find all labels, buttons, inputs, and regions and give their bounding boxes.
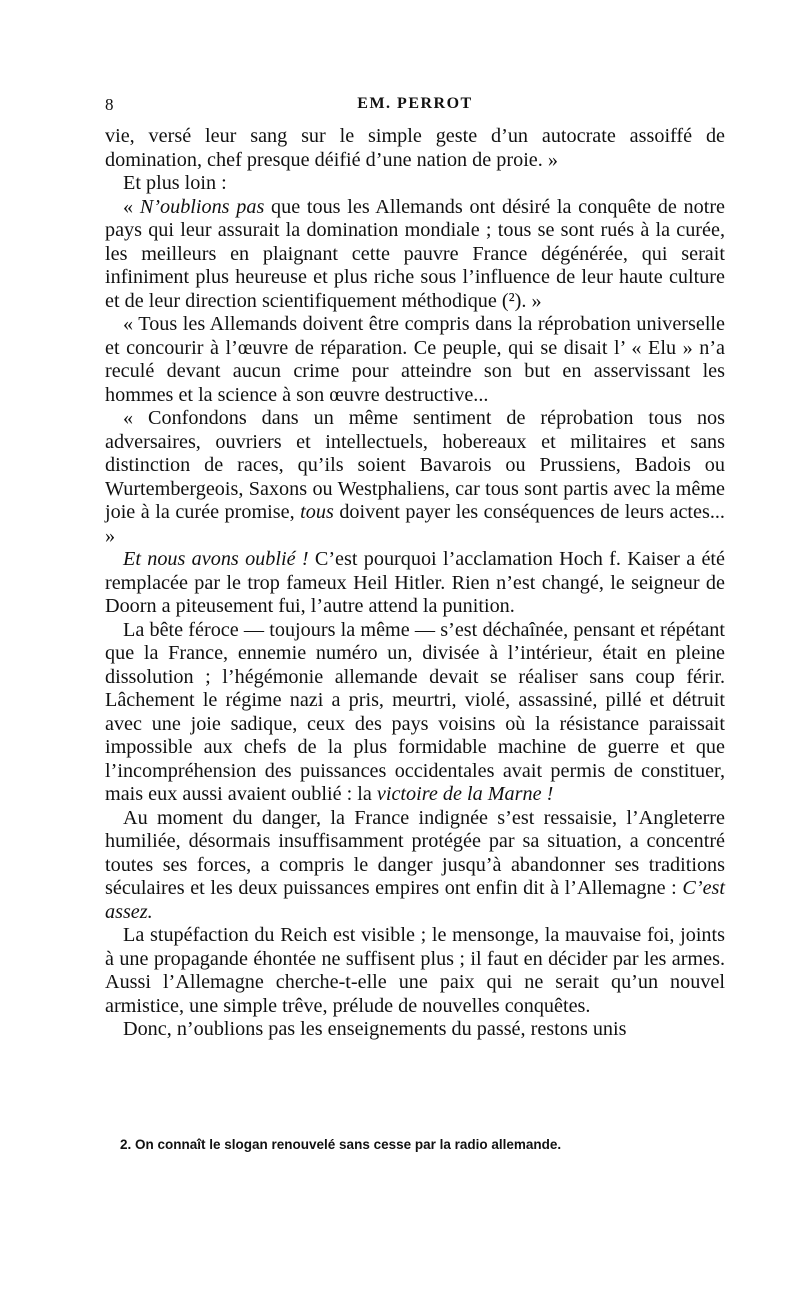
footnote: 2. On connaît le slogan renouvelé sans cesse par la radio allemande. <box>120 1137 562 1152</box>
paragraph: Donc, n’oublions pas les enseignements du passé, restons unis <box>123 1018 627 1040</box>
paragraph: Et nous avons oublié ! C’est pourquoi l’acclamation Hoch f. Kaiser a été remplacée par le trop fameux Heil Hitler. Rien n’est changé, le seigneur de Doorn a piteusement fui, l’autre attend la punition. <box>105 548 725 617</box>
paragraph: « Confondons dans un même sentiment de réprobation tous nos adversaires, ouvriers et intellectuels, hobereaux et militaires et sans distinction de races, qu’ils soient Bavarois ou Prussiens, Badois ou Wurtembergeois, Saxons ou Westphaliens, car tous sont partis avec la même joie à la curée promise, tous doivent payer les conséquences de leurs actes... » <box>105 407 725 547</box>
running-head: EM. PERROT <box>357 95 473 112</box>
page-header <box>105 95 725 119</box>
paragraph: Au moment du danger, la France indignée s’est ressaisie, l’Angleterre humiliée, désormais insuffisamment protégée par sa situation, a concentré toutes ses forces, a compris le danger jusqu’à abandonner ses traditions séculaires et les deux puissances empires ont enfin dit à l’Allemagne : C’est assez. <box>105 806 725 923</box>
body-text <box>105 125 725 1042</box>
paragraph: « N’oublions pas que tous les Allemands ont désiré la conquête de notre pays qui leur assurait la domination mondiale ; tous se sont rués à la curée, les meilleurs en plaignant cette pauvre France dégénérée, qui serait infiniment plus heureuse et plus riche sous l’influence de leur haute culture et de leur direction scientifiquement méthodique (²). » <box>105 195 725 312</box>
page-number: 8 <box>105 95 114 114</box>
paragraph: Et plus loin : <box>123 172 227 194</box>
paragraph: La bête féroce — toujours la même — s’est déchaînée, pensant et répétant que la France, ennemie numéro un, divisée à l’intérieur, était en pleine dissolution ; l’hégémonie allemande devait se réaliser sans coup férir. Lâchement le régime nazi a pris, meurtri, violé, assassiné, pillé et détruit avec une joie sadique, ceux des pays voisins où la résistance paraissait impossible aux chefs de la plus formidable machine de guerre et que l’incompréhension des puissances occidentales avait permis de constituer, mais eux aussi avaient oublié : la victoire de la Marne ! <box>105 618 725 805</box>
paragraph: « Tous les Allemands doivent être compris dans la réprobation universelle et concourir à l’œuvre de réparation. Ce peuple, qui se disait l’ « Elu » n’a reculé devant aucun crime pour atteindre son but en asservissant les hommes et la science à son œuvre destructive... <box>105 313 725 406</box>
paragraph: vie, versé leur sang sur le simple geste d’un autocrate assoiffé de domination, chef presque déifié d’une nation de proie. » <box>105 125 725 171</box>
paragraph: La stupéfaction du Reich est visible ; le mensonge, la mauvaise foi, joints à une propagande éhontée ne suffisent plus ; il faut en décider par les armes. Aussi l’Allemagne cherche-t-elle une paix qui ne serait qu’un nouvel armistice, une simple trêve, prélude de nouvelles conquêtes. <box>105 924 725 1017</box>
page <box>105 95 725 1042</box>
